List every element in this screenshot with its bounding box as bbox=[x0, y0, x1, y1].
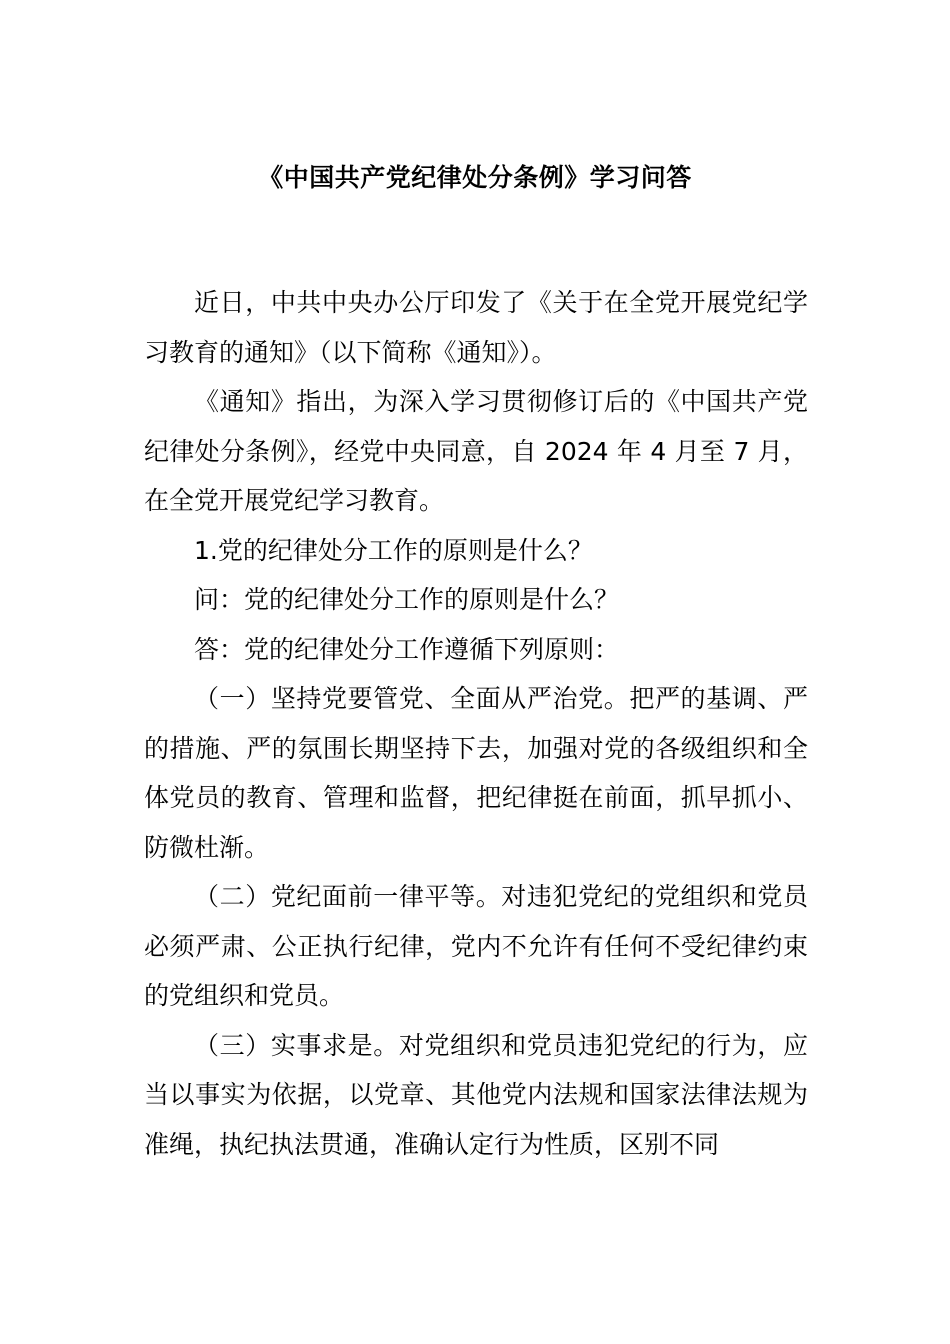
paragraph-answer: 答：党的纪律处分工作遵循下列原则： bbox=[194, 634, 620, 664]
paragraph-principle-3: （三）实事求是。对党组织和党员违犯党纪的行为，应当以事实为依据，以党章、其他党内法规和国家法律法规为准绳，执纪执法贯通，准确认定行为性质，区别不同 bbox=[144, 1030, 808, 1159]
document-body bbox=[144, 278, 808, 1169]
paragraph-question: 问：党的纪律处分工作的原则是什么？ bbox=[194, 585, 620, 614]
paragraph-principle-1: （一）坚持党要管党、全面从严治党。把严的基调、严的措施、严的氛围长期坚持下去，加强对党的各级组织和全体党员的教育、管理和监督，把纪律挺在前面，抓早抓小、防微杜渐。 bbox=[144, 684, 808, 862]
document-title: 《中国共产党纪律处分条例》学习问答 bbox=[258, 163, 692, 192]
paragraph-intro: 近日，中共中央办公厅印发了《关于在全党开展党纪学习教育的通知》（以下简称《通知》）。 bbox=[144, 288, 808, 367]
paragraph-principle-2: （二）党纪面前一律平等。对违犯党纪的党组织和党员必须严肃、公正执行纪律，党内不允许有任何不受纪律约束的党组织和党员。 bbox=[144, 882, 808, 1010]
paragraph-question-heading: 1.党的纪律处分工作的原则是什么？ bbox=[194, 535, 593, 565]
paragraph-notice: 《通知》指出，为深入学习贯彻修订后的《中国共产党纪律处分条例》，经党中央同意，自 2024 年 4 月至 7 月，在全党开展党纪学习教育。 bbox=[144, 387, 808, 515]
